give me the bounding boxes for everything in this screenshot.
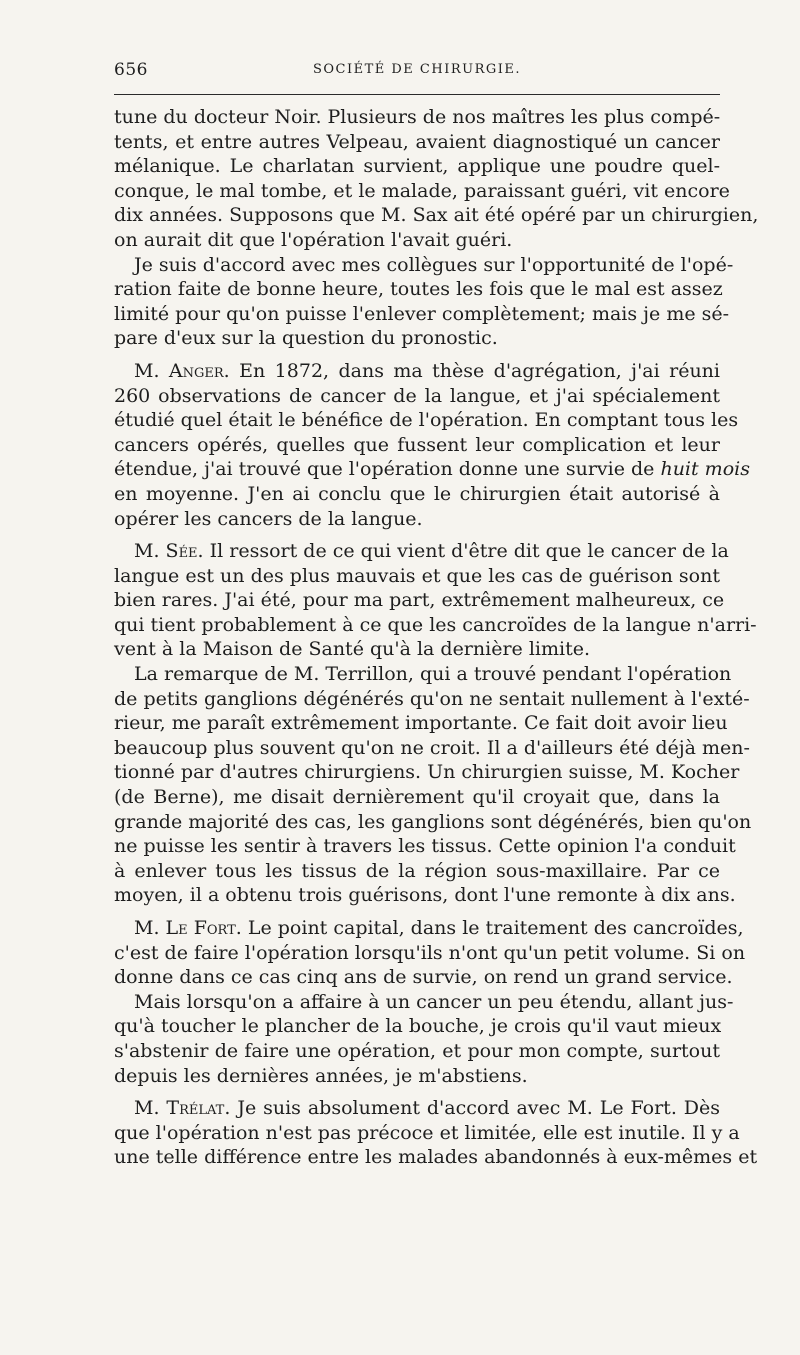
text-line: conque, le mal tombe, et le malade, paraissant guéri, vit encore [114,179,730,202]
text-line: que l'opération n'est pas précoce et limitée, elle est inutile. Il y a [114,1121,740,1144]
speaker-name: Sée. [165,540,204,563]
text-span: En 1872, dans ma thèse d'agrégation, j'ai réuni [239,359,720,382]
header-rule [114,94,720,95]
text-line: La remarque de M. Terrillon, qui a trouvé pendant l'opération [134,663,732,686]
speaker-prefix: M. [134,1097,160,1120]
text-line: à enlever tous les tissus de la région sous-maxillaire. Par ce [114,859,720,882]
text-span: Il ressort de ce qui vient d'être dit que le cancer de la [209,540,729,563]
text-line: moyen, il a obtenu trois guérisons, dont l'une remonte à dix ans. [114,884,736,907]
text-line [114,916,744,941]
page-body [114,105,759,1170]
text-line: mélanique. Le charlatan survient, applique une poudre quel- [114,155,720,178]
paragraph-continuation [114,105,759,253]
italic-emphasis: huit mois [660,458,750,481]
text-span: Le point capital, dans le traitement des cancroïdes, [247,917,744,939]
text-line: (de Berne), me disait dernièrement qu'il croyait que, dans la [114,786,720,809]
text-line: une telle différence entre les malades abandonnés à eux-mêmes et [114,1146,758,1169]
text-line: tune du docteur Noir. Plusieurs de nos maîtres les plus compé- [114,106,721,128]
text-line: limité pour qu'on puisse l'enlever complètement; mais je me sé- [114,302,730,325]
text-line: langue est un des plus mauvais et que les cas de guérison sont [114,564,720,587]
text-line: on aurait dit que l'opération l'avait guéri. [114,228,513,251]
text-line [114,457,750,482]
text-line: vent à la Maison de Santé qu'à la dernière limite. [114,638,590,661]
text-line: de petits ganglions dégénérés qu'on ne sentait nullement à l'exté- [114,687,750,710]
text-line: qui tient probablement à ce que les cancroïdes de la langue n'arri- [114,613,757,636]
paragraph [114,253,734,351]
text-line: cancers opérés, quelles que fussent leur complication et leur [114,433,720,456]
speaker-prefix: M. [134,359,160,382]
text-line: rieur, me paraît extrêmement importante. Ce fait doit avoir lieu [114,712,728,735]
text-line [114,539,729,564]
text-span: étendue, j'ai trouvé que l'opération donne une survie de [114,458,655,481]
text-line: beaucoup plus souvent qu'on ne croit. Il a d'ailleurs été déjà men- [114,736,750,759]
text-line: Je suis d'accord avec mes collègues sur l'opportunité de l'opé- [134,253,734,276]
speaker-name: Le Fort. [165,917,242,939]
text-span: Je suis absolument d'accord avec M. Le Fort. Dès [237,1097,720,1120]
text-line: grande majorité des cas, les ganglions sont dégénérés, bien qu'on [114,810,752,833]
speaker-prefix: M. [134,540,160,563]
page-header [114,60,720,84]
paragraph-speaker-anger [114,359,750,531]
speaker-name: Trélat. [166,1097,231,1120]
speaker-prefix: M. [134,917,160,939]
text-line: étudié quel était le bénéfice de l'opération. En comptant tous les [114,409,739,432]
text-line: s'abstenir de faire une opération, et pour mon compte, surtout [114,1039,720,1062]
text-line: dix années. Supposons que M. Sax ait été opéré par un chirurgien, [114,204,759,227]
paragraph-speaker-trelat [114,1096,758,1170]
text-line: ne puisse les sentir à travers les tissus. Cette opinion l'a conduit [114,835,736,858]
text-line: c'est de faire l'opération lorsqu'ils n'ont qu'un petit volume. Si on [114,941,746,964]
text-line: en moyenne. J'en ai conclu que le chirurgien était autorisé à [114,482,720,505]
running-head: SOCIÉTÉ DE CHIRURGIE. [312,62,522,77]
paragraph-speaker-le-fort [114,916,746,990]
text-line: depuis les dernières années, je m'abstiens. [114,1064,528,1087]
paragraph [114,662,752,908]
text-line: pare d'eux sur la question du pronostic. [114,327,498,350]
paragraph-speaker-see [114,539,757,662]
text-line: ration faite de bonne heure, toutes les fois que le mal est assez [114,278,723,301]
text-line: donne dans ce cas cinq ans de survie, on rend un grand service. [114,966,733,989]
page-number: 656 [114,60,148,80]
text-line: bien rares. J'ai été, pour ma part, extrêmement malheureux, ce [114,589,725,612]
text-line: Mais lorsqu'on a affaire à un cancer un peu étendu, allant jus- [134,990,734,1013]
paragraph [114,990,734,1088]
text-line: tents, et entre autres Velpeau, avaient diagnostiqué un cancer [114,130,720,153]
speaker-name: Anger. [168,359,230,382]
text-line [114,1096,720,1121]
text-line: 260 observations de cancer de la langue, et j'ai spécialement [114,384,720,407]
text-line: opérer les cancers de la langue. [114,507,423,530]
text-line: qu'à toucher le plancher de la bouche, je crois qu'il vaut mieux [114,1015,722,1038]
text-line: tionné par d'autres chirurgiens. Un chirurgien suisse, M. Kocher [114,761,740,784]
text-line [114,359,720,384]
